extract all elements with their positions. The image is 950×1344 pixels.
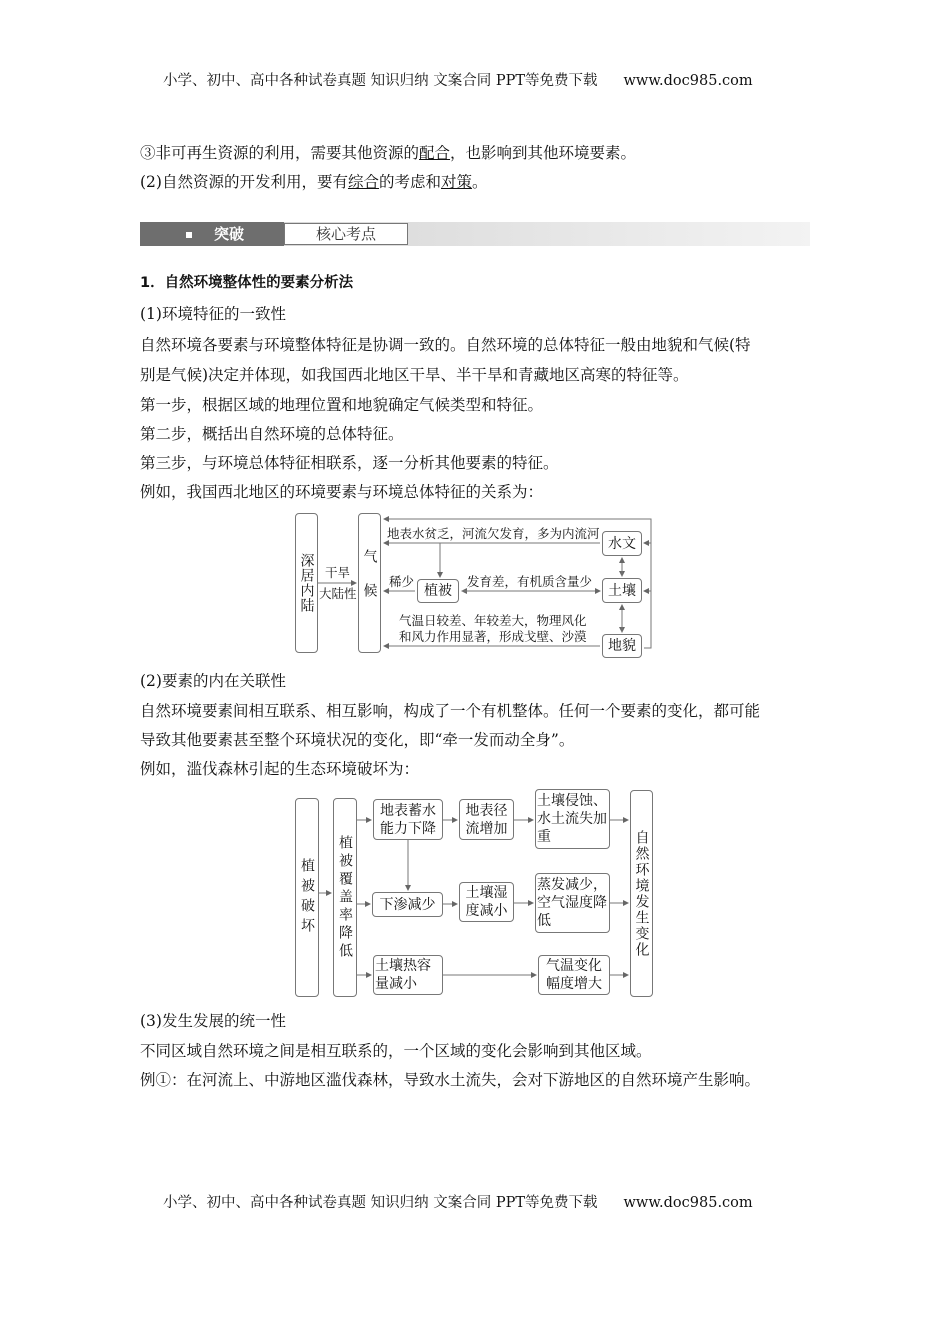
label-dry: 干旱 xyxy=(325,565,351,580)
box-vegetation-destroyed: 植被破坏 xyxy=(295,798,319,997)
box-infiltration: 下渗减少 xyxy=(372,892,443,917)
paragraph: 第三步，与环境总体特征相联系，逐一分析其他要素的特征。 xyxy=(140,454,559,472)
header-url: www.doc985.com xyxy=(623,73,753,89)
box-heat-capacity: 土壤热容量减小 xyxy=(373,955,443,995)
page-footer xyxy=(163,1191,753,1212)
paragraph: 例①：在河流上、中游地区滥伐森林，导致水土流失，会对下游地区的自然环境产生影响。 xyxy=(140,1071,761,1089)
box-soil: 土壤 xyxy=(602,578,642,603)
underlined-term: 对策 xyxy=(441,173,473,191)
box-cover-reduced: 植被覆盖率降低 xyxy=(333,798,357,997)
paragraph: 第二步，概括出自然环境的总体特征。 xyxy=(140,425,404,443)
box-vegetation: 植被 xyxy=(417,579,459,603)
paragraph: 自然环境各要素与环境整体特征是协调一致的。自然环境的总体特征一般由地貌和气候(特 xyxy=(140,336,751,354)
box-climate: 气候 xyxy=(358,513,381,653)
box-erosion: 土壤侵蚀、水土流失加重 xyxy=(535,789,610,849)
subheading: (1)环境特征的一致性 xyxy=(140,305,286,323)
paragraph: 别是气候)决定并体现，如我国西北地区干旱、半干旱和青藏地区高寒的特征等。 xyxy=(140,366,689,384)
paragraph: 例如，滥伐森林引起的生态环境破坏为： xyxy=(140,760,420,778)
banner-light: 核心考点 xyxy=(284,223,408,245)
footer-text: 小学、初中、高中各种试卷真题 知识归纳 文案合同 PPT等免费下载 xyxy=(163,1195,598,1211)
subheading: (2)要素的内在关联性 xyxy=(140,672,286,690)
subheading: (3)发生发展的统一性 xyxy=(140,1012,286,1030)
label-continental: 大陆性 xyxy=(319,586,357,601)
box-hydrology: 水文 xyxy=(602,531,642,556)
label-soil: 发育差，有机质含量少 xyxy=(467,574,593,589)
paragraph: ③非可再生资源的利用，需要其他资源的配合，也影响到其他环境要素。 xyxy=(140,144,637,162)
box-temperature: 气温变化幅度增大 xyxy=(538,955,610,995)
box-evaporation: 蒸发减少，空气湿度降低 xyxy=(535,873,610,933)
header-text: 小学、初中、高中各种试卷真题 知识归纳 文案合同 PPT等免费下载 xyxy=(163,73,598,89)
paragraph: (2)自然资源的开发利用，要有综合的考虑和对策。 xyxy=(140,173,488,191)
label-sparse: 稀少 xyxy=(389,574,415,589)
box-storage: 地表蓄水能力下降 xyxy=(373,799,443,840)
paragraph: 自然环境要素间相互联系、相互影响，构成了一个有机整体。任何一个要素的变化，都可能 xyxy=(140,702,761,720)
underlined-term: 综合 xyxy=(347,173,379,191)
square-icon xyxy=(186,232,192,238)
box-inland: 深居内陆 xyxy=(295,513,318,653)
paragraph: 第一步，根据区域的地理位置和地貌确定气候类型和特征。 xyxy=(140,396,544,414)
label-water: 地表水贫乏，河流欠发育，多为内流河 xyxy=(387,526,600,541)
underlined-term: 配合 xyxy=(419,144,451,162)
paragraph: 不同区域自然环境之间是相互联系的，一个区域的变化会影响到其他区域。 xyxy=(140,1042,652,1060)
paragraph: 例如，我国西北地区的环境要素与环境总体特征的关系为： xyxy=(140,483,544,501)
section-heading: 1．自然环境整体性的要素分析法 xyxy=(140,275,354,291)
label-landform-1: 气温日较差、年较差大，物理风化 xyxy=(399,613,587,628)
box-runoff: 地表径流增加 xyxy=(459,799,514,840)
label-landform-2: 和风力作用显著，形成戈壁、沙漠 xyxy=(399,629,587,644)
box-environment-change: 自然环境发生变化 xyxy=(630,790,653,997)
section-banner xyxy=(140,222,810,246)
page-header xyxy=(163,69,753,90)
footer-url: www.doc985.com xyxy=(623,1195,753,1211)
box-landform: 地貌 xyxy=(602,634,642,658)
box-moisture: 土壤湿度减小 xyxy=(459,882,514,922)
banner-dark: 突破 xyxy=(140,222,284,246)
paragraph: 导致其他要素甚至整个环境状况的变化，即“牵一发而动全身”。 xyxy=(140,731,575,749)
